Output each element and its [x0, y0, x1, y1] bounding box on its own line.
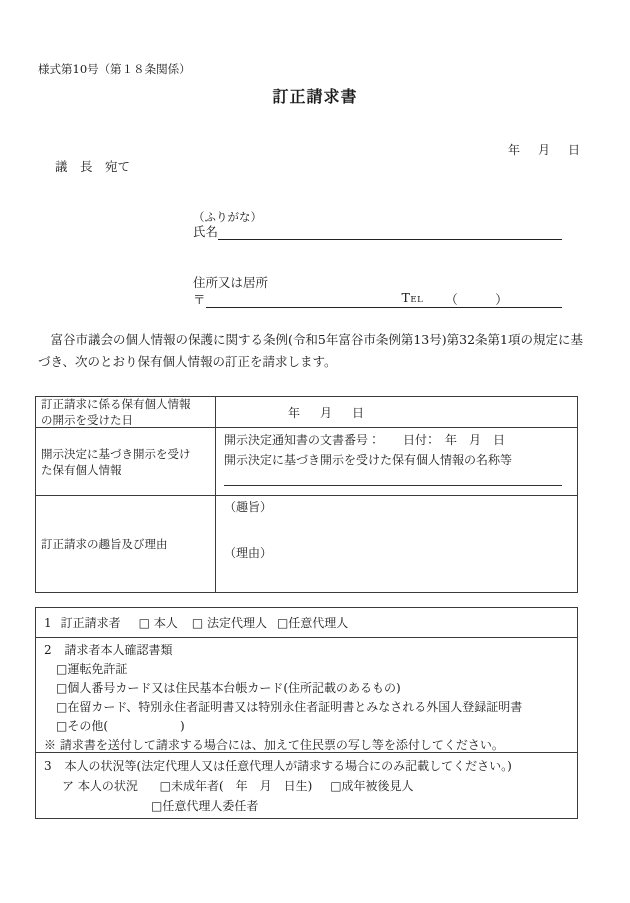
checkbox-item-residence-card: □在留カード、特別永住者証明書又は特別永住者証明書とみなされる外国人登録証明書	[56, 700, 523, 714]
disclosure-date-row	[36, 397, 577, 427]
furigana-label: （ふりがな）	[193, 210, 262, 224]
tel-label: TEL	[401, 290, 424, 305]
address-label: 住所又は居所	[193, 275, 269, 290]
name-fill-line	[218, 221, 562, 240]
form-number-label: 様式第10号（第１８条関係）	[38, 62, 191, 76]
requester-info-table	[35, 607, 578, 819]
purport-label: （趣旨）	[224, 500, 273, 514]
date-placeholder: 年 月 日	[508, 143, 584, 157]
id-documents-number: 2	[44, 643, 52, 657]
info-name-fill-line	[224, 485, 562, 486]
id-documents-title-line	[44, 641, 569, 660]
info-name-label: 開示決定に基づき開示を受けた保有個人情報の名称等	[224, 453, 513, 467]
purport-reason-row	[36, 495, 577, 592]
purport-reason-label: 訂正請求の趣旨及び理由	[36, 496, 216, 592]
disclosed-info-value	[216, 428, 577, 495]
purport-reason-value	[216, 496, 577, 592]
request-details-table	[35, 396, 578, 593]
personal-status-title-line	[44, 756, 569, 776]
requester-number: 1	[44, 615, 52, 630]
checkbox-option-delegator: □任意代理人委任者	[151, 799, 259, 813]
checkbox-option-self: □ 本人	[138, 616, 178, 630]
checkbox-item-license: □運転免許証	[56, 662, 128, 676]
personal-status-options-line	[62, 776, 569, 796]
checkbox-option-voluntary-rep: □任意代理人	[276, 616, 349, 630]
doc-date-label: 日付： 年 月 日	[402, 433, 505, 447]
personal-status-number: 3	[44, 759, 52, 773]
requester-row	[36, 608, 577, 637]
disclosed-info-label: 開示決定に基づき開示を受けた保有個人情報	[36, 428, 216, 495]
postal-field-row	[193, 291, 562, 308]
doc-number-label: 開示決定通知書の文書番号：	[224, 433, 381, 447]
intro-paragraph: 富谷市議会の個人情報の保護に関する条例(令和5年富谷市条例第13号)第32条第1項の規定に基づき、次のとおり保有個人情報の訂正を請求します。	[38, 332, 583, 369]
personal-status-row	[36, 752, 577, 818]
id-documents-row	[36, 637, 577, 752]
postal-mark: 〒	[193, 292, 206, 307]
checkbox-item-mynumber-card: □個人番号カード又は住民基本台帳カード(住所記載のあるもの)	[56, 681, 401, 695]
checkbox-option-legal-rep: □ 法定代理人	[191, 616, 267, 630]
reason-label: （理由）	[224, 546, 273, 560]
personal-status-title: 本人の状況等(法定代理人又は任意代理人が請求する場合にのみ記載してください。)	[64, 759, 512, 773]
disclosure-date-value: 年 月 日	[288, 405, 369, 420]
mailing-note: ※ 請求書を送付して請求する場合には、加えて住民票の写し等を添付してください。	[44, 738, 504, 752]
checkbox-option-adult-ward: □成年被後見人	[330, 779, 414, 793]
name-field-row	[193, 222, 562, 240]
page-title: 訂正請求書	[272, 87, 358, 106]
requester-title: 訂正請求者	[60, 616, 121, 630]
disclosed-info-row	[36, 427, 577, 495]
id-documents-title: 請求者本人確認書類	[64, 643, 173, 657]
disclosure-date-label: 訂正請求に係る保有個人情報の開示を受けた日	[36, 397, 216, 427]
tel-parens: （ ）	[445, 292, 508, 307]
postal-fill-line	[206, 290, 562, 308]
checkbox-option-minor: □未成年者( 年 月 日生)	[159, 779, 313, 793]
name-label: 氏名	[193, 224, 219, 239]
personal-status-sub-label: ア 本人の状況	[62, 779, 138, 793]
checkbox-item-other: □その他( )	[56, 719, 185, 733]
addressee-label: 議 長 宛て	[55, 159, 131, 174]
doc-number-line	[224, 432, 569, 449]
